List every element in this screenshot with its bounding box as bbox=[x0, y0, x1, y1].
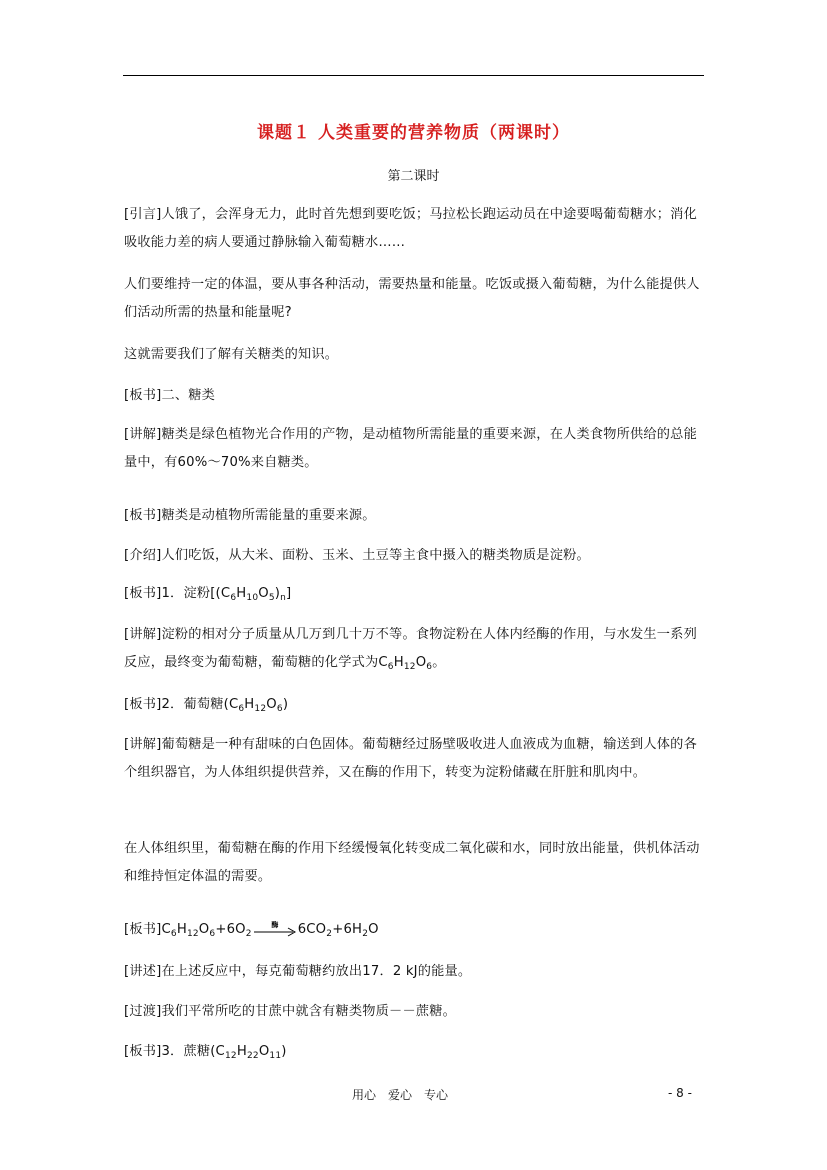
paragraph-transition-sucrose: [过渡]我们平常所吃的甘蔗中就含有糖类物质－－蔗糖。 bbox=[124, 1004, 456, 1019]
paragraph-explain-glucose: [讲解]葡萄糖是一种有甜味的白色固体。葡萄糖经过肠壁吸收进人血液成为血糖，输送到人体的各个组织器官，为人体组织提供营养，又在酶的作用下，转变为淀粉储藏在肝脏和肌肉中。 bbox=[124, 737, 697, 780]
page-subtitle: 第二课时 bbox=[387, 169, 440, 184]
paragraph-board-equation: [板书]$C_6H_{12}O_6+6O_2$ 酶 $6CO_2+6H_2O$ bbox=[124, 921, 379, 939]
paragraph-glucose-oxidation: 在人体组织里，葡萄糖在酶的作用下经缓慢氧化转变成二氧化碳和水，同时放出能量，供机体活动和维持恒定体温的需要。 bbox=[124, 841, 700, 884]
header-rule bbox=[123, 75, 704, 76]
footer-motto: 用心 爱心 专心 bbox=[352, 1088, 449, 1102]
paragraph-explain-starch: [讲解]淀粉的相对分子质量从几万到几十万不等。食物淀粉在人体内经酶的作用，与水发生一系列反应，最终变为葡萄糖，葡萄糖的化学式为$C_6H_{12}O_6$。 bbox=[124, 627, 697, 672]
paragraph-board-energy-source: [板书]糖类是动植物所需能量的重要来源。 bbox=[124, 508, 376, 523]
page-title: 课题１ 人类重要的营养物质（两课时） bbox=[257, 123, 570, 143]
paragraph-intro-starch: [介绍]人们吃饭，从大米、面粉、玉米、土豆等主食中摄入的糖类物质是淀粉。 bbox=[124, 548, 590, 563]
reaction-arrow bbox=[254, 919, 296, 939]
paragraph-intro: [引言]人饿了，会浑身无力，此时首先想到要吃饭；马拉松长跑运动员在中途要喝葡萄糖水；消化吸收能力差的病人要通过静脉输入葡萄糖水…… bbox=[124, 207, 697, 250]
paragraph-energy-release: [讲述]在上述反应中，每克葡萄糖约放出17．2 kJ的能量。 bbox=[124, 964, 472, 979]
arrow-icon bbox=[254, 919, 296, 939]
paragraph-heat-energy: 人们要维持一定的体温，要从事各种活动，需要热量和能量。吃饭或摄入葡萄糖，为什么能提供人们活动所需的热量和能量呢? bbox=[124, 277, 700, 320]
paragraph-board-sugars: [板书]二、糖类 bbox=[124, 388, 216, 403]
paragraph-board-glucose: [板书]2．葡萄糖$(C_6H_{12}O_6)$ bbox=[124, 697, 289, 714]
paragraph-sugar-knowledge: 这就需要我们了解有关糖类的知识。 bbox=[124, 347, 339, 362]
paragraph-board-sucrose: [板书]3．蔗糖$(C_{12}H_{22}O_{11})$ bbox=[124, 1044, 287, 1061]
page-number: - 8 - bbox=[668, 1086, 692, 1100]
paragraph-explain-sugars: [讲解]糖类是绿色植物光合作用的产物，是动植物所需能量的重要来源，在人类食物所供给的总能量中，有60%～70%来自糖类。 bbox=[124, 427, 697, 470]
arrow-label: 酶 bbox=[271, 921, 279, 929]
paragraph-board-starch: [板书]1．淀粉$[(C_6H_{10}O_5)_n]$ bbox=[124, 586, 292, 603]
